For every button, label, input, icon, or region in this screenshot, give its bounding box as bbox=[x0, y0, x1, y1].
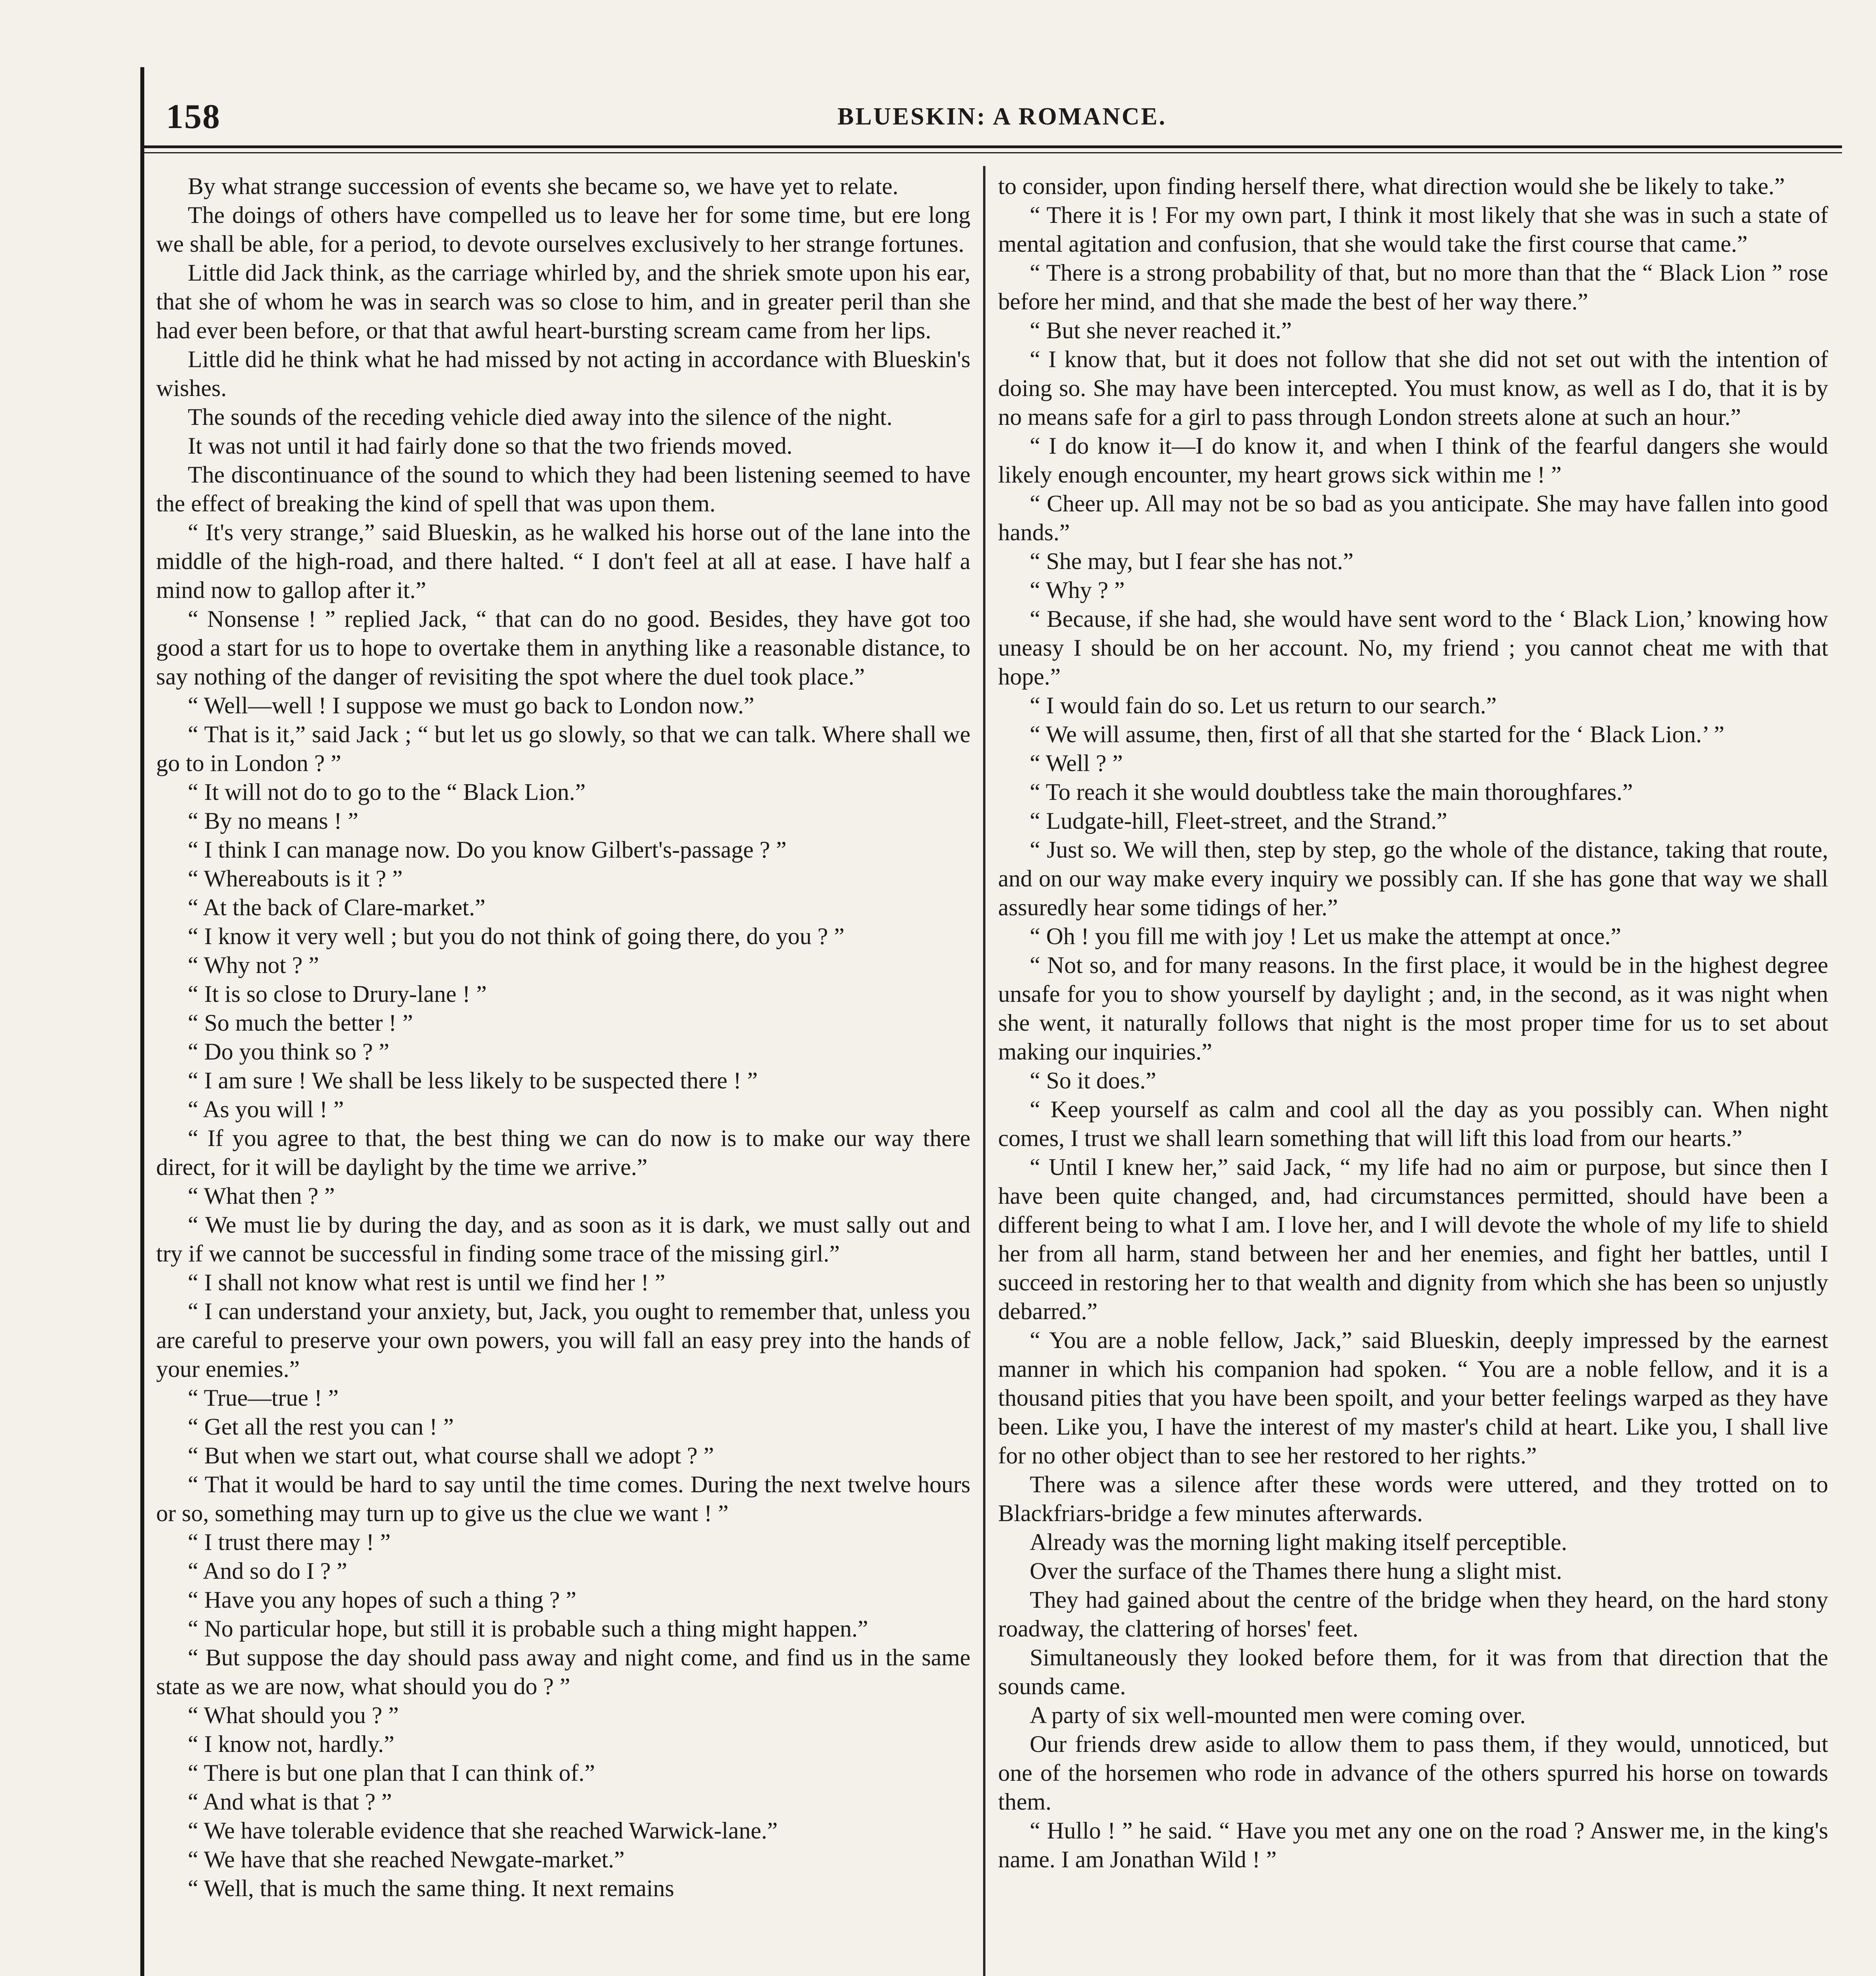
paragraph: “ Because, if she had, she would have sent word to the ‘ Black Lion,’ knowing how uneasy I should be on her account. No, my friend ; you cannot cheat me with that hope.” bbox=[998, 606, 1828, 690]
paragraph: “ I know that, but it does not follow that she did not set out with the intention of doing so. She may have been intercepted. You must know, as well as I do, that it is by no means safe for a girl to pass through London streets alone at such an hour.” bbox=[998, 346, 1828, 430]
paragraph: It was not until it had fairly done so that the two friends moved. bbox=[188, 433, 793, 459]
paragraph-continuation: to consider, upon finding herself there, what direction would she be likely to take.” bbox=[998, 173, 1785, 199]
paragraph: “ At the back of Clare-market.” bbox=[188, 894, 485, 920]
paragraph: “ I know it very well ; but you do not think of going there, do you ? ” bbox=[188, 923, 845, 949]
paragraph: “ Until I knew her,” said Jack, “ my life had no aim or purpose, but since then I have been quite changed, and, had circumstances permitted, should have been a different being to what I am. I love her, and I will devote the whole of my life to shield her from all harm, stand between her and her enemies, and fight her battles, until I succeed in restoring her to that wealth and dignity from which she has been so unjustly debarred.” bbox=[998, 1154, 1828, 1324]
paragraph: “ No particular hope, but still it is probable such a thing might happen.” bbox=[188, 1616, 868, 1642]
paragraph: “ It will not do to go to the “ Black Lion.” bbox=[188, 779, 586, 805]
paragraph: “ What should you ? ” bbox=[188, 1702, 399, 1728]
paragraph: There was a silence after these words were uttered, and they trotted on to Blackfriars-bridge a few minutes afterwards. bbox=[998, 1471, 1828, 1526]
paragraph: “ To reach it she would doubtless take the main thoroughfares.” bbox=[1030, 779, 1633, 805]
paragraph: “ Why not ? ” bbox=[188, 952, 319, 978]
paragraph: “ That is it,” said Jack ; “ but let us go slowly, so that we can talk. Where shall we go to in London ? ” bbox=[156, 721, 970, 776]
paragraph: “ But when we start out, what course shall we adopt ? ” bbox=[188, 1442, 714, 1469]
paragraph: “ We will assume, then, first of all that she started for the ‘ Black Lion.’ ” bbox=[1030, 721, 1725, 747]
paragraph: “ Ludgate-hill, Fleet-street, and the Strand.” bbox=[1030, 808, 1448, 834]
paragraph: “ As you will ! ” bbox=[188, 1096, 344, 1122]
header-rule bbox=[144, 145, 1842, 148]
running-title: BLUESKIN: A ROMANCE. bbox=[837, 103, 1167, 130]
paragraph: The sounds of the receding vehicle died away into the silence of the night. bbox=[188, 404, 893, 430]
paragraph: “ Why ? ” bbox=[1030, 577, 1125, 603]
paragraph: “ It is so close to Drury-lane ! ” bbox=[188, 981, 487, 1007]
paragraph: “ Not so, and for many reasons. In the first place, it would be in the highest degree unsafe for you to show yourself by daylight ; and, in the second, as it was night when she went, it naturally follows that night is the most proper time for us to set about making our inquiries.” bbox=[998, 952, 1828, 1065]
paragraph: “ And so do I ? ” bbox=[188, 1558, 347, 1584]
paragraph: “ That it would be hard to say until the time comes. During the next twelve hours or so, something may turn up to give us the clue we want ! ” bbox=[156, 1471, 970, 1526]
paragraph: “ Cheer up. All may not be so bad as you anticipate. She may have fallen into good hands.” bbox=[998, 490, 1828, 545]
paragraph: “ I do know it—I do know it, and when I think of the fearful dangers she would likely enough encounter, my heart grows sick within me ! ” bbox=[998, 433, 1828, 488]
paragraph: “ There it is ! For my own part, I think it most likely that she was in such a state of mental agitation and confusion, that she would take the first course that came.” bbox=[998, 202, 1828, 257]
paragraph: “ Just so. We will then, step by step, go the whole of the distance, taking that route, and on our way make every inquiry we possibly can. If she has gone that way we shall assuredly hear some tidings of her.” bbox=[998, 837, 1828, 920]
paragraph: “ We have that she reached Newgate-market.” bbox=[188, 1846, 625, 1872]
paragraph: “ By no means ! ” bbox=[188, 808, 359, 834]
paragraph: “ But suppose the day should pass away and night come, and find us in the same state as we are now, what should you do ? ” bbox=[156, 1644, 970, 1699]
header-rule-thin bbox=[144, 152, 1842, 153]
paragraph: Little did Jack think, as the carriage whirled by, and the shriek smote upon his ear, that she of whom he was in search was so close to him, and in greater peril than she had ever been before, or that that awful heart-bursting scream came from her lips. bbox=[156, 260, 970, 343]
paragraph: “ Well, that is much the same thing. It next remains bbox=[188, 1875, 674, 1901]
paragraph: “ We must lie by during the day, and as soon as it is dark, we must sally out and try if we cannot be successful in finding some trace of the missing girl.” bbox=[156, 1212, 970, 1267]
paragraph: “ She may, but I fear she has not.” bbox=[1030, 548, 1354, 574]
paragraph: The discontinuance of the sound to which they had been listening seemed to have the effect of breaking the kind of spell that was upon them. bbox=[156, 462, 970, 517]
page-left-border bbox=[140, 67, 144, 1976]
paragraph: They had gained about the centre of the bridge when they heard, on the hard stony roadway, the clattering of horses' feet. bbox=[998, 1587, 1828, 1642]
paragraph: Already was the morning light making itself perceptible. bbox=[1030, 1529, 1567, 1555]
paragraph: By what strange succession of events she became so, we have yet to relate. bbox=[188, 173, 898, 199]
paragraph: “ So much the better ! ” bbox=[188, 1010, 413, 1036]
page-number: 158 bbox=[166, 98, 221, 136]
paragraph: Little did he think what he had missed by not acting in accordance with Blueskin's wishes. bbox=[156, 346, 970, 401]
paragraph: “ Well ? ” bbox=[1030, 750, 1123, 776]
paragraph: “ Have you any hopes of such a thing ? ” bbox=[188, 1587, 577, 1613]
paragraph: “ I am sure ! We shall be less likely to be suspected there ! ” bbox=[188, 1067, 758, 1094]
paragraph: “ But she never reached it.” bbox=[1030, 317, 1292, 343]
paragraph: “ You are a noble fellow, Jack,” said Blueskin, deeply impressed by the earnest manner in which his companion had spoken. “ You are a noble fellow, and it is a thousand pities that you have been spoilt, and your better feelings warped as they have been. Like you, I have the interest of my master's child at heart. Like you, I shall live for no other object than to see her restored to her rights.” bbox=[998, 1327, 1828, 1469]
paragraph: “ Hullo ! ” he said. “ Have you met any one on the road ? Answer me, in the king's name. I am Jonathan Wild ! ” bbox=[998, 1818, 1828, 1872]
page-header bbox=[166, 85, 1838, 144]
paragraph: The doings of others have compelled us to leave her for some time, but ere long we shall be able, for a period, to devote ourselves exclusively to her strange fortunes. bbox=[156, 202, 970, 257]
paragraph: “ Do you think so ? ” bbox=[188, 1039, 389, 1065]
paragraph: “ I trust there may ! ” bbox=[188, 1529, 391, 1555]
paragraph: “ I know not, hardly.” bbox=[188, 1731, 394, 1757]
paragraph: “ I think I can manage now. Do you know Gilbert's-passage ? ” bbox=[188, 837, 787, 863]
paragraph: “ We have tolerable evidence that she reached Warwick-lane.” bbox=[188, 1818, 778, 1844]
paragraph: Over the surface of the Thames there hung a slight mist. bbox=[1030, 1558, 1562, 1584]
paragraph: “ I can understand your anxiety, but, Jack, you ought to remember that, unless you are careful to preserve your own powers, you will fall an easy prey into the hands of your enemies.” bbox=[156, 1298, 970, 1382]
paragraph: “ Keep yourself as calm and cool all the day as you possibly can. When night comes, I trust we shall learn something that will lift this load from our hearts.” bbox=[998, 1096, 1828, 1151]
paragraph: “ What then ? ” bbox=[188, 1183, 335, 1209]
paragraph: “ Oh ! you fill me with joy ! Let us make the attempt at once.” bbox=[1030, 923, 1621, 949]
paragraph: A party of six well-mounted men were coming over. bbox=[1030, 1702, 1526, 1728]
paragraph: “ I would fain do so. Let us return to our search.” bbox=[1030, 692, 1497, 718]
column-divider bbox=[983, 166, 985, 1976]
paragraph: “ Nonsense ! ” replied Jack, “ that can do no good. Besides, they have got too good a start for us to hope to overtake them in anything like a reasonable distance, to say nothing of the danger of revisiting the spot where the duel took place.” bbox=[156, 606, 970, 690]
right-column bbox=[998, 172, 1828, 1976]
paragraph: “ So it does.” bbox=[1030, 1067, 1156, 1094]
paragraph: Our friends drew aside to allow them to pass them, if they would, unnoticed, but one of the horsemen who rode in advance of the others spurred his horse on towards them. bbox=[998, 1731, 1828, 1815]
paragraph: “ True—true ! ” bbox=[188, 1385, 339, 1411]
paragraph: “ If you agree to that, the best thing we can do now is to make our way there direct, for it will be daylight by the time we arrive.” bbox=[156, 1125, 970, 1180]
paragraph: “ Well—well ! I suppose we must go back to London now.” bbox=[188, 692, 755, 718]
left-column bbox=[156, 172, 970, 1976]
paragraph: “ There is a strong probability of that, but no more than that the “ Black Lion ” rose before her mind, and that she made the best of her way there.” bbox=[998, 260, 1828, 315]
paragraph: “ I shall not know what rest is until we find her ! ” bbox=[188, 1269, 666, 1295]
paragraph: “ Get all the rest you can ! ” bbox=[188, 1414, 454, 1440]
paragraph: Simultaneously they looked before them, for it was from that direction that the sounds came. bbox=[998, 1644, 1828, 1699]
paragraph: “ And what is that ? ” bbox=[188, 1789, 392, 1815]
paragraph: “ There is but one plan that I can think of.” bbox=[188, 1760, 595, 1786]
paragraph: “ Whereabouts is it ? ” bbox=[188, 865, 403, 892]
paragraph: “ It's very strange,” said Blueskin, as he walked his horse out of the lane into the middle of the high-road, and there halted. “ I don't feel at all at ease. I have half a mind now to gallop after it.” bbox=[156, 519, 970, 603]
